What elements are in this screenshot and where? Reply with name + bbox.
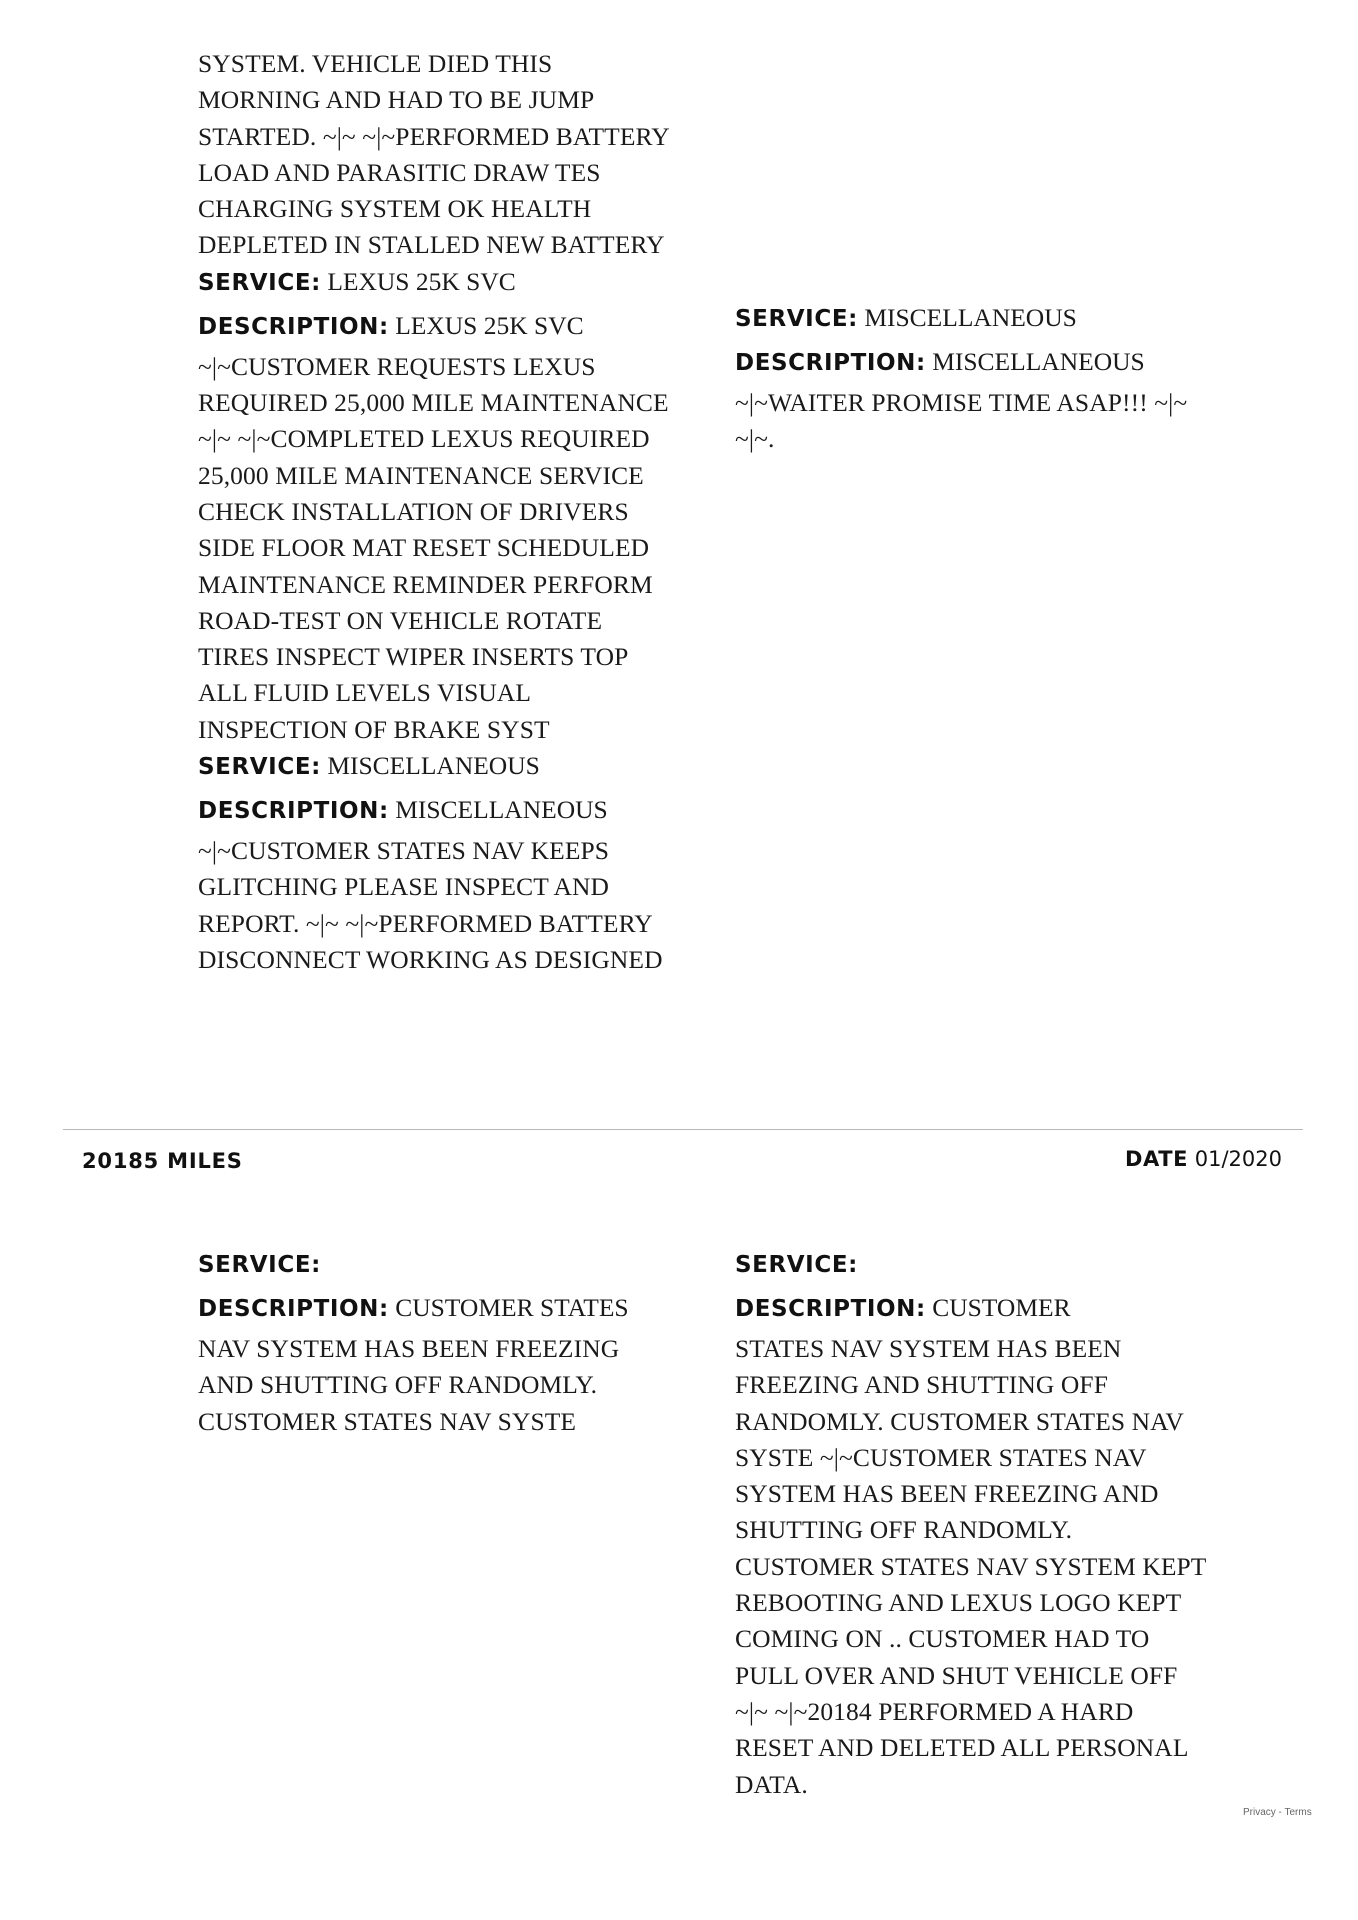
- service-notes: ~|~CUSTOMER STATES NAV KEEPS GLITCHING PLEASE INSPECT AND REPORT. ~|~ ~|~PERFORMED BATTERY DISCONNECT WORKING AS DESIGNED: [198, 836, 663, 974]
- service-value: MISCELLANEOUS: [327, 751, 540, 781]
- service-notes: ~|~WAITER PROMISE TIME ASAP!!! ~|~ ~|~.: [735, 388, 1188, 454]
- description-row: [735, 1290, 1215, 1327]
- description-row: [198, 308, 678, 345]
- record-date: [1125, 1147, 1282, 1171]
- description-label: DESCRIPTION:: [735, 1296, 926, 1322]
- description-label: DESCRIPTION:: [198, 798, 389, 825]
- description-value: MISCELLANEOUS: [932, 347, 1145, 376]
- service-notes: SYSTEM. VEHICLE DIED THIS MORNING AND HAD TO BE JUMP STARTED. ~|~ ~|~PERFORMED BATTERY LOAD AND PARASITIC DRAW TES CHARGING SYSTEM OK HEALTH DEPLETED IN STALLED NEW BATTERY: [198, 49, 669, 260]
- service-label: SERVICE:: [198, 269, 321, 296]
- service-label: SERVICE:: [735, 1252, 858, 1278]
- service-history-right-column: [735, 300, 1215, 458]
- privacy-terms-link[interactable]: Privacy - Terms: [1243, 1807, 1312, 1818]
- date-label: DATE: [1124, 1147, 1189, 1171]
- description-value: CUSTOMER: [932, 1293, 1071, 1322]
- description-value: LEXUS 25K SVC: [395, 310, 584, 340]
- service-notes: ~|~CUSTOMER REQUESTS LEXUS REQUIRED 25,000 MILE MAINTENANCE ~|~ ~|~COMPLETED LEXUS REQUIRED 25,000 MILE MAINTENANCE SERVICE CHECK INSTALLATION OF DRIVERS SIDE FLOOR MAT RESET SCHEDULED MAINTENANCE REMINDER PERFORM ROAD-TEST ON VEHICLE ROTATE TIRES INSPECT WIPER INSERTS TOP ALL FLUID LEVELS VISUAL INSPECTION OF BRAKE SYST: [198, 351, 669, 744]
- service-history-left-column: [198, 46, 678, 978]
- description-row: [198, 1290, 678, 1327]
- service-row: [735, 1246, 1215, 1283]
- service-row: [198, 1246, 678, 1283]
- service-row: [735, 300, 1215, 337]
- service-entry: [198, 748, 678, 978]
- service-entry: [198, 1246, 678, 1440]
- description-value: CUSTOMER STATES: [395, 1293, 629, 1322]
- service-row: [198, 264, 678, 301]
- record-right-column: [735, 1246, 1215, 1803]
- description-value: MISCELLANEOUS: [395, 795, 608, 825]
- service-entry: [735, 1246, 1215, 1803]
- record-mileage: 20185 MILES: [82, 1149, 243, 1173]
- service-entry: [198, 264, 678, 748]
- record-left-column: [198, 1246, 678, 1440]
- description-label: DESCRIPTION:: [198, 1296, 389, 1322]
- record-divider: [63, 1129, 1303, 1130]
- service-label: SERVICE:: [198, 1252, 321, 1278]
- description-row: [735, 344, 1215, 381]
- service-label: SERVICE:: [198, 754, 321, 781]
- service-notes: NAV SYSTEM HAS BEEN FREEZING AND SHUTTING OFF RANDOMLY. CUSTOMER STATES NAV SYSTE: [198, 1334, 620, 1436]
- service-value: LEXUS 25K SVC: [327, 266, 516, 296]
- description-label: DESCRIPTION:: [198, 313, 389, 340]
- description-label: DESCRIPTION:: [735, 350, 926, 376]
- service-row: [198, 748, 678, 785]
- service-entry: [735, 300, 1215, 458]
- service-label: SERVICE:: [735, 306, 858, 332]
- service-value: MISCELLANEOUS: [864, 303, 1077, 332]
- service-notes: STATES NAV SYSTEM HAS BEEN FREEZING AND SHUTTING OFF RANDOMLY. CUSTOMER STATES NAV SYSTE ~|~CUSTOMER STATES NAV SYSTEM HAS BEEN FREEZING AND SHUTTING OFF RANDOMLY. CUSTOMER STATES NAV SYSTEM KEPT REBOOTING AND LEXUS LOGO KEPT COMING ON .. CUSTOMER HAD TO PULL OVER AND SHUT VEHICLE OFF ~|~ ~|~20184 PERFORMED A HARD RESET AND DELETED ALL PERSONAL DATA.: [735, 1334, 1207, 1799]
- description-row: [198, 792, 678, 829]
- date-value: 01/2020: [1194, 1147, 1282, 1171]
